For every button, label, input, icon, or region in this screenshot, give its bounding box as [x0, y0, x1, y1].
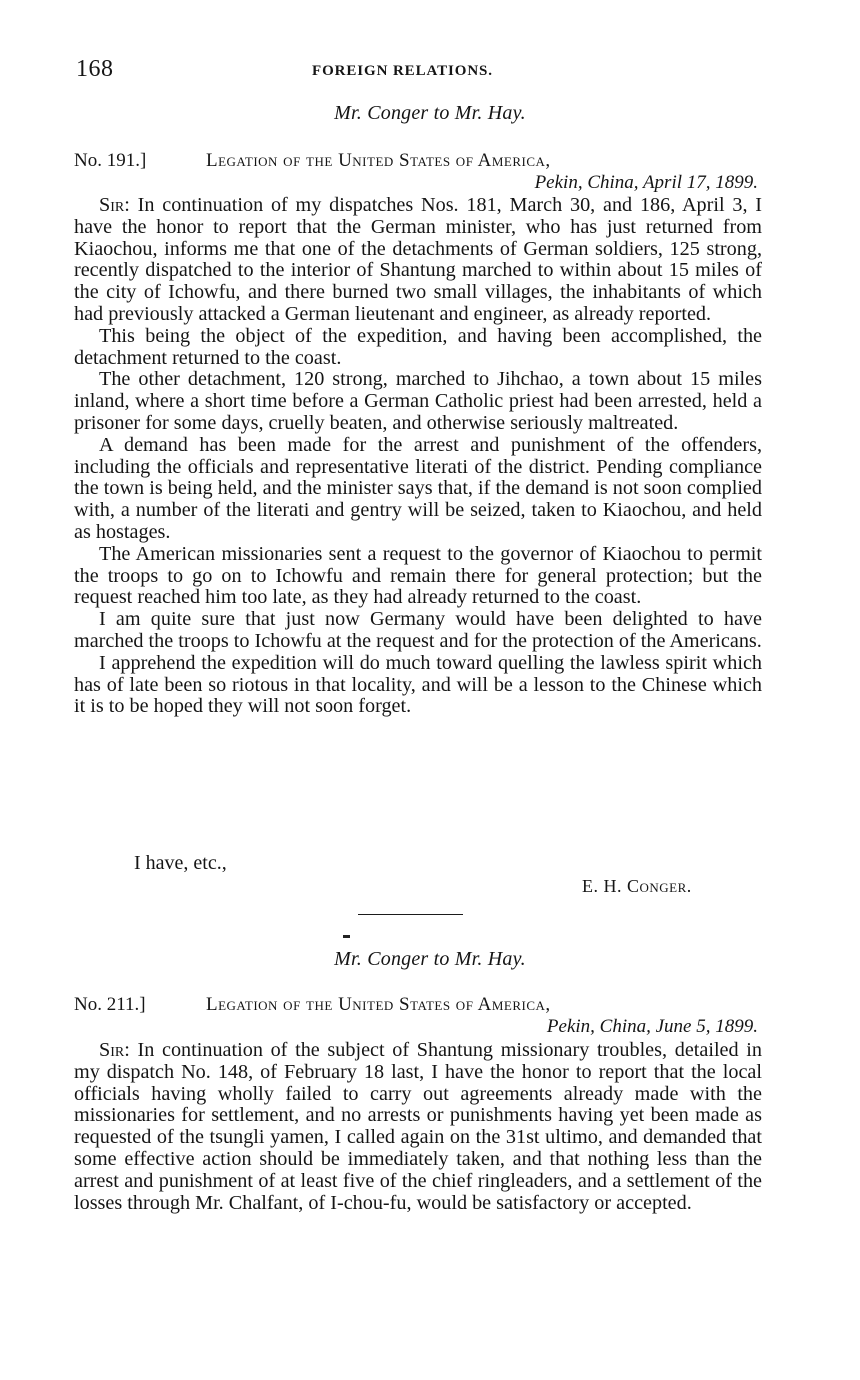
paragraph: This being the object of the expedition, and having been accomplished, the detachment returned to the coast.	[74, 324, 762, 369]
signature: E. H. Conger.	[582, 876, 692, 896]
dispatch-number: No. 211.]	[74, 994, 146, 1015]
paragraph: The other detachment, 120 strong, marched to Jihchao, a town about 15 miles inland, where a short time before a German Catholic priest had been arrested, held a prisoner for some days, cruelly beaten, and otherwise seriously maltreated.	[74, 368, 762, 434]
print-mark	[343, 935, 350, 938]
closing-line: I have, etc.,	[134, 852, 227, 874]
paragraph: A demand has been made for the arrest and punishment of the offenders, including the officials and representative literati of the district. Pending compliance the town is being held, and the minister says that, if the demand is not soon complied with, a number of the literati and gentry will be seized, taken to Kiaochou, and held as hostages.	[74, 433, 762, 543]
running-header	[76, 56, 766, 86]
letter-body	[74, 195, 762, 718]
paragraph-text: In continuation of my dispatches Nos. 181, March 30, and 186, April 3, I have the honor to report that the German minister, who has just returned from Kiaochou, informs me that one of the detachments of German soldiers, 125 strong, recently dispatched to the interior of Shantung marched to within about 15 miles of the city of Ichowfu, and there burned two small villages, the inhabitants of which had previously attacked a German lieutenant and engineer, as already reported.	[74, 194, 762, 325]
paragraph	[74, 1040, 762, 1214]
running-title: FOREIGN RELATIONS.	[312, 63, 493, 79]
paragraph: I apprehend the expedition will do much toward quelling the lawless spirit which has of late been so riotous in that locality, and will be a lesson to the Chinese which it is to be hoped they will not soon forget.	[74, 651, 762, 718]
legation-line: Legation of the United States of America,	[206, 994, 551, 1015]
paragraph: The American missionaries sent a request to the governor of Kiaochou to permit the troops to go on to Ichowfu and remain there for general protection; but the request reached him too late, as they had already returned to the coast.	[74, 542, 762, 609]
letter-title: Mr. Conger to Mr. Hay.	[334, 948, 526, 970]
paragraph-text: In continuation of the subject of Shantung missionary troubles, detailed in my dispatch No. 148, of February 18 last, I have the honor to report that the local officials having wholly failed to carry out agreements already made with the missionaries for settlement, and no arrests or punishments having yet been made as requested of the tsungli yamen, I called again on the 31st ultimo, and demanded that some effective action should be immediately taken, and that nothing less than the arrest and punishment of at least five of the chief ringleaders, and a settlement of the losses through Mr. Chalfant, of I-chou-fu, would be satisfactory or accepted.	[74, 1039, 762, 1214]
salutation: Sir:	[99, 194, 130, 216]
dateline: Pekin, China, April 17, 1899.	[534, 172, 758, 193]
section-divider	[358, 914, 463, 915]
paragraph	[74, 195, 762, 326]
dispatch-number: No. 191.]	[74, 150, 147, 171]
page-number: 168	[76, 56, 114, 82]
paragraph: I am quite sure that just now Germany would have been delighted to have marched the troops to Ichowfu at the request and for the protection of the Americans.	[74, 608, 762, 652]
dateline: Pekin, China, June 5, 1899.	[546, 1016, 758, 1037]
legation-line: Legation of the United States of America,	[206, 150, 551, 171]
letter-body	[74, 1040, 762, 1214]
salutation: Sir:	[99, 1039, 130, 1061]
letter-title: Mr. Conger to Mr. Hay.	[334, 102, 526, 124]
